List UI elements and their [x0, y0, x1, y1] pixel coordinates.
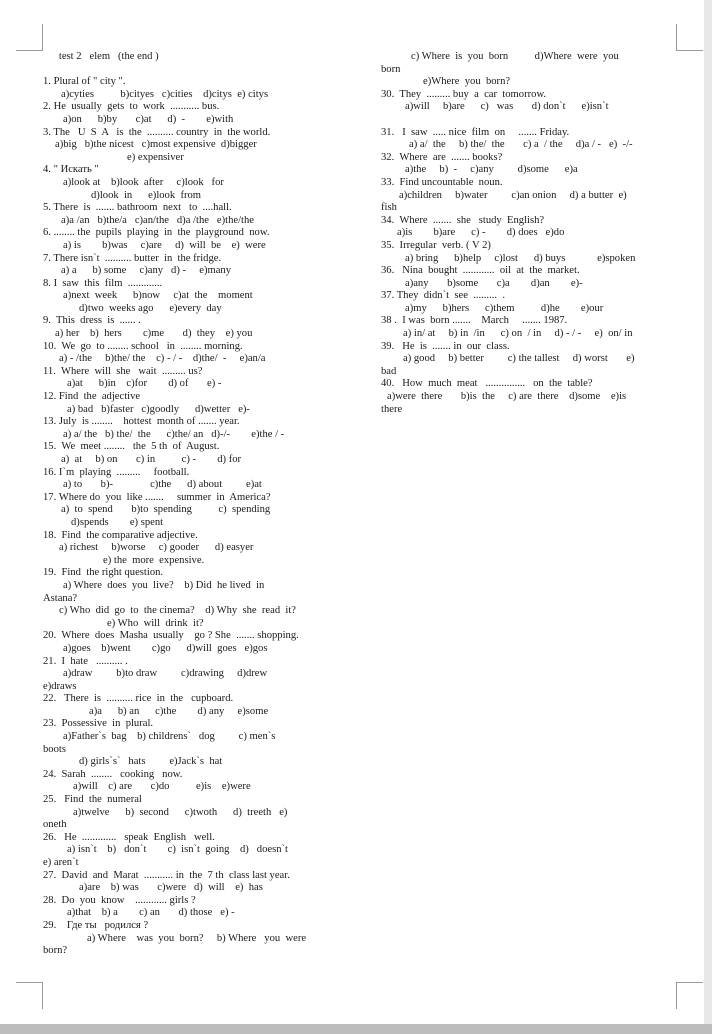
text-line: e) aren`t	[43, 857, 79, 868]
text-line: 29. Где ты родился ?	[43, 919, 149, 931]
text-line: a)were there b)is the c) are there d)some e)is	[387, 391, 627, 403]
text-line: 34. Where ....... she study English?	[381, 214, 545, 226]
text-line: d)look in e)look from	[91, 189, 202, 201]
text-line: a)will b)are c) was d) don`t e)isn`t	[405, 101, 609, 113]
crop-mark-bottom-right	[676, 982, 703, 1009]
text-line: 30. They ......... buy a car tomorrow.	[381, 88, 547, 100]
text-line: a) bad b)faster c)goodly d)wetter e)-	[67, 403, 250, 415]
text-line: a)draw b)to draw c)drawing d)drew	[63, 668, 268, 680]
text-line: 37. They didn`t see ......... .	[381, 290, 505, 302]
text-line: a)cyties b)cityes c)cities d)citys e) citys	[61, 88, 269, 100]
text-line: 6. ........ the pupils playing in the playground now.	[43, 227, 270, 239]
text-line	[381, 114, 676, 127]
text-line: a) a/ the b) the/ the c) a / the d)a / - e) -/-	[409, 139, 633, 151]
text-line: 33. Find uncountable noun.	[381, 176, 503, 188]
text-line: 38 . I was born ....... March ....... 1987.	[381, 315, 568, 327]
text-line: a) to b)- c)the d) about e)at	[63, 479, 262, 491]
text-line: 26. He ............. speak English well.	[43, 831, 215, 843]
text-line: e)draws	[43, 680, 77, 692]
text-line: a)that b) a c) an d) those e) -	[67, 907, 235, 919]
text-line: 12. Find the adjective	[43, 391, 141, 403]
text-line: a)Father`s bag b) childrens` dog c) men`s	[63, 731, 276, 743]
text-line: 28. Do you know ............ girls ?	[43, 894, 196, 906]
text-line: 3. The U S A is the .......... country in the world.	[43, 126, 271, 138]
text-line: a)will c) are c)do e)is e)were	[73, 781, 251, 793]
text-line: 8. I saw this film .............	[43, 277, 163, 289]
text-line: 32. Where are ....... books?	[381, 151, 503, 163]
text-line: a)twelve b) second c)twoth d) treeth e)	[73, 806, 288, 818]
text-line: a) richest b)worse c) gooder d) easyer	[59, 542, 254, 554]
crop-mark-top-right	[676, 24, 703, 51]
crop-mark-bottom-left	[16, 982, 43, 1009]
text-line: there	[381, 403, 403, 415]
text-line: a)big b)the nicest c)most expensive d)bigger	[55, 139, 257, 151]
text-line: e) Who will drink it?	[107, 617, 204, 629]
text-line: born	[381, 63, 401, 75]
text-line: d) girls`s` hats e)Jack`s hat	[79, 756, 223, 768]
text-line: a) is b)was c)are d) will be e) were	[63, 239, 266, 251]
text-line: a) her b) hers c)me d) they e) you	[55, 328, 253, 340]
text-line: a) Where does you live? b) Did he lived in	[63, 579, 265, 591]
text-line	[43, 64, 338, 77]
text-line: 7. There isn`t .......... butter in the fridge.	[43, 252, 222, 264]
text-line: d)two weeks ago e)every day	[79, 302, 222, 314]
text-line: 23. Possessive in plural.	[43, 718, 154, 730]
text-line: 5. There is ....... bathroom next to ....hall.	[43, 202, 232, 214]
text-line: a) - /the b)the/ the c) - / - d)the/ - e)an/a	[59, 353, 266, 365]
viewer-bottom-edge	[0, 1024, 712, 1034]
text-line: boots	[43, 743, 66, 755]
text-line: a) Where was you born? b) Where you were	[87, 932, 307, 944]
text-line: a)my b)hers c)them d)he e)our	[405, 302, 604, 314]
text-line: a)the b) - c)any d)some e)a	[405, 164, 578, 176]
text-line: test 2 elem (the end )	[43, 51, 159, 62]
text-line: 21. I hate .......... .	[43, 655, 128, 667]
text-line: bad	[381, 365, 397, 377]
text-line: e)Where you born?	[423, 76, 511, 88]
text-line: c) Where is you born d)Where were you	[411, 51, 619, 62]
text-line: a)goes b)went c)go d)will goes e)gos	[63, 642, 268, 654]
text-line: 24. Sarah ........ cooking now.	[43, 768, 183, 780]
text-line: 17. Where do you like ....... summer in America?	[43, 491, 271, 503]
crop-mark-top-left	[16, 24, 43, 51]
text-line: 25. Find the numeral	[43, 794, 142, 806]
text-line: a)children b)water c)an onion d) a butter e)	[399, 189, 627, 201]
text-line: e) the more expensive.	[103, 554, 205, 566]
text-line: 27. David and Marat ........... in the 7 th class last year.	[43, 869, 290, 881]
text-line: a)next week b)now c)at the moment	[63, 290, 253, 302]
text-line: 20. Where does Masha usually go ? She ....... shopping.	[43, 630, 299, 642]
text-line: c) Who did go to the cinema? d) Why she read it?	[59, 605, 297, 617]
text-line: a) a/ the b) the/ the c)the/ an d)-/- e)the / -	[63, 428, 285, 440]
text-line: a)any b)some c)a d)an e)-	[405, 277, 583, 289]
text-line: a) a b) some c)any d) - e)many	[61, 265, 232, 277]
text-line: a)a /an b)the/a c)an/the d)a /the e)the/the	[61, 214, 254, 226]
text-line: a)is b)are c) - d) does e)do	[397, 227, 565, 239]
text-line: born?	[43, 945, 68, 957]
text-line: 4. " Искать "	[43, 164, 99, 176]
text-line: a)a b) an c)the d) any e)some	[89, 705, 269, 717]
text-line: a) isn`t b) don`t c) isn`t going d) doesn`t	[67, 844, 288, 856]
text-line: 11. Where will she wait ......... us?	[43, 365, 203, 377]
text-line: a)look at b)look after c)look for	[63, 176, 224, 188]
text-line: 9. This dress is ...... .	[43, 315, 141, 327]
text-line: 18. Find the comparative adjective.	[43, 529, 198, 541]
text-line: 19. Find the right question.	[43, 567, 164, 579]
left-column	[43, 51, 338, 958]
text-line: d)spends e) spent	[71, 516, 164, 528]
text-line: a)on b)by c)at d) - e)with	[63, 113, 234, 125]
text-line: 39. He is ....... in our class.	[381, 340, 510, 352]
text-line: 16. I`m playing ......... football.	[43, 466, 190, 478]
text-line: a)are b) was c)were d) will e) has	[79, 882, 263, 894]
text-line: a) in/ at b) in /in c) on / in d) - / - e) on/ in	[403, 328, 633, 340]
text-line: 40. How much meat ............... on the table?	[381, 378, 593, 390]
text-line: fish	[381, 202, 397, 214]
text-line: oneth	[43, 819, 67, 831]
text-line: 1. Plural of " city ".	[43, 76, 126, 88]
text-line: a) at b) on c) in c) - d) for	[61, 454, 242, 465]
text-line: 31. I saw ..... nice film on ....... Friday.	[381, 126, 570, 138]
right-column	[381, 51, 676, 416]
text-line: a) to spend b)to spending c) spending	[61, 504, 271, 516]
text-line: 35. Irregular verb. ( V 2)	[381, 239, 491, 251]
text-line: 22. There is .......... rice in the cupboard.	[43, 693, 234, 705]
text-line: 13. July is ........ hottest month of ....... year.	[43, 416, 240, 428]
text-line: Astana?	[43, 592, 78, 604]
text-line: 2. He usually gets to work ........... bus.	[43, 101, 220, 113]
text-line: a) bring b)help c)lost d) buys e)spoken	[405, 252, 636, 264]
text-line: 36. Nina bought ............ oil at the market.	[381, 265, 580, 277]
text-line: 10. We go to ........ school in ........ morning.	[43, 340, 243, 352]
viewer-scroll-edge	[704, 0, 712, 1034]
text-line: a) good b) better c) the tallest d) worst e)	[403, 353, 635, 365]
text-line: 15. We meet ........ the 5 th of August.	[43, 441, 220, 453]
text-line: e) expensiver	[127, 151, 184, 163]
text-line: a)at b)in c)for d) of e) -	[67, 378, 222, 390]
